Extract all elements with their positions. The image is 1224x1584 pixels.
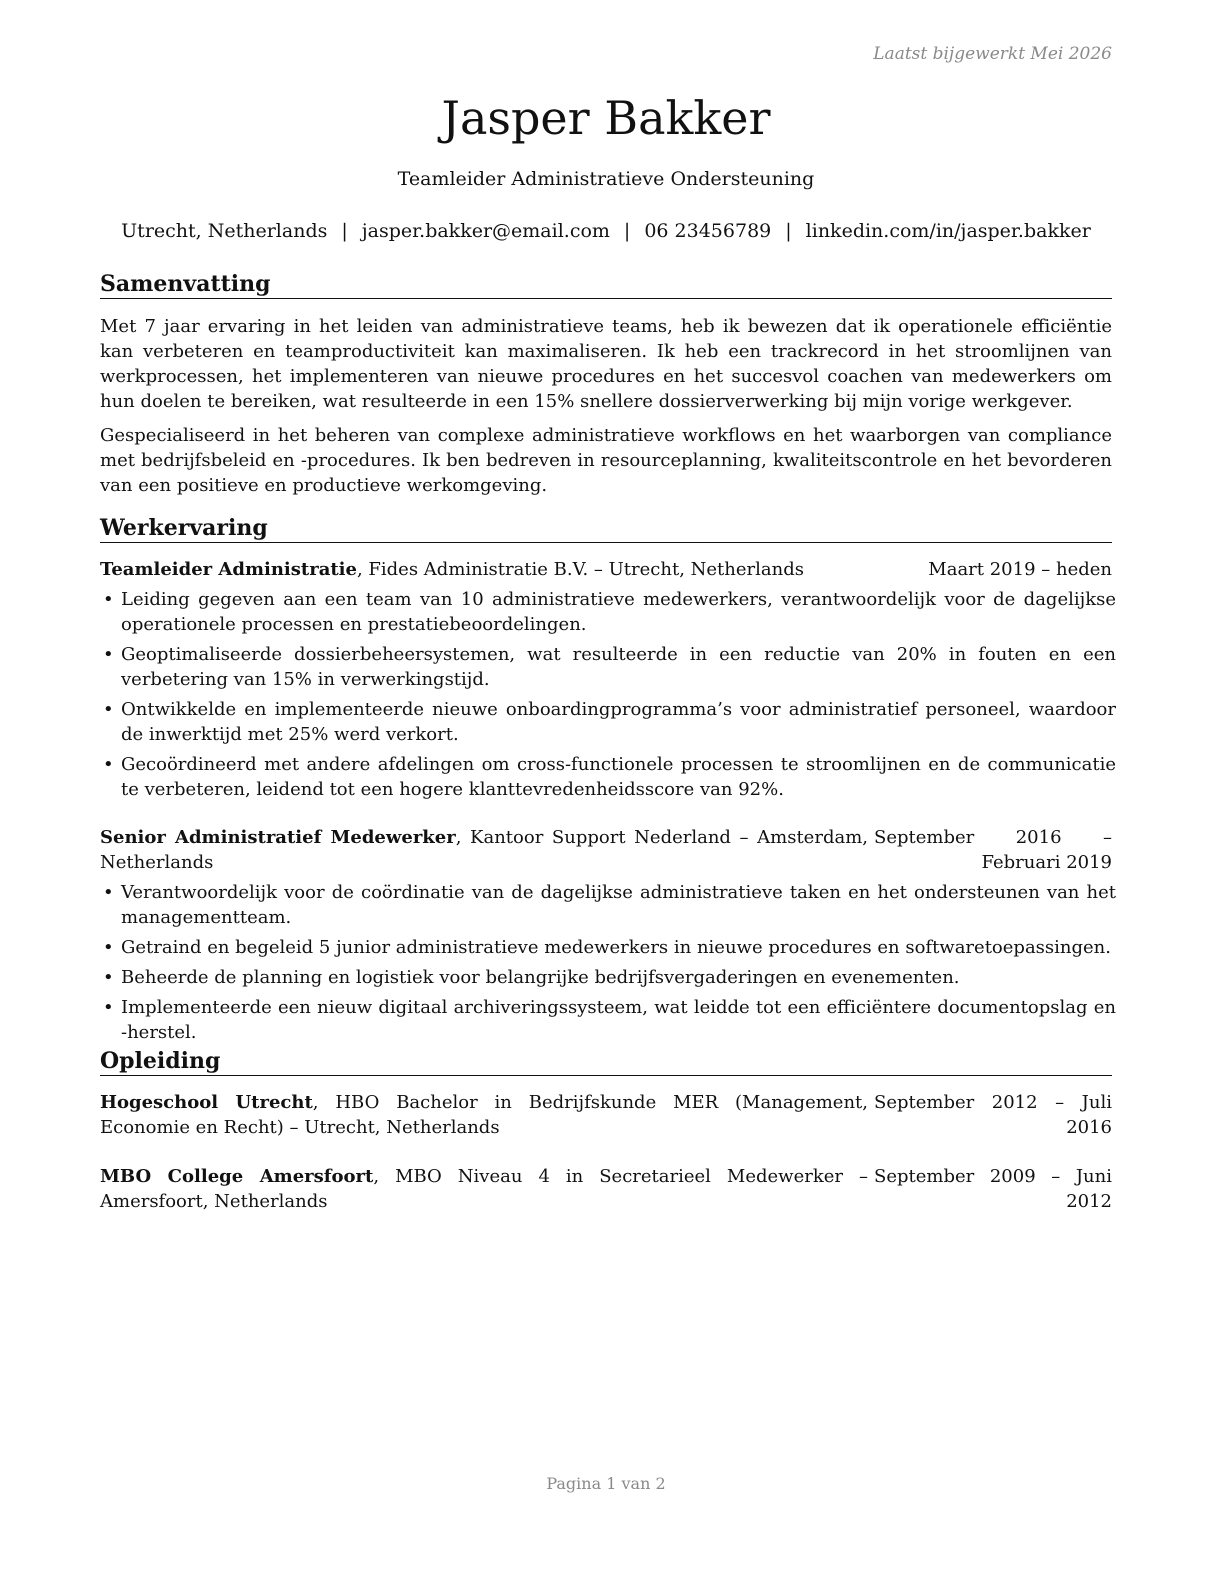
- page-number: Pagina 1 van 2: [546, 1474, 666, 1493]
- school-name: MBO College Amersfoort: [100, 1166, 374, 1187]
- contact-separator: |: [623, 220, 631, 242]
- job-header: [100, 557, 1112, 582]
- resume-page: [100, 0, 1116, 1584]
- summary-paragraph: Met 7 jaar ervaring in het leiden van administratieve teams, heb ik bewezen dat ik operationele efficiëntie kan verbeteren en teamproductiviteit kan maximaliseren. Ik heb een trackrecord in het stroomlijnen van werkprocessen, het implementeren van nieuwe procedures en het succesvol coachen van medewerkers om hun doelen te bereiken, wat resulteerde in een 15% snellere dossierverwerking bij mijn vorige werkgever.: [100, 316, 1112, 412]
- section-heading-experience: Werkervaring: [100, 514, 1112, 543]
- bullet-icon: •: [103, 967, 114, 988]
- education-detail: , HBO Bachelor in Bedrijfskunde MER (Management, Economie en Recht) – Utrecht, Netherlands: [100, 1092, 868, 1138]
- school-name: Hogeschool Utrecht: [100, 1092, 313, 1113]
- section-heading-education: Opleiding: [100, 1047, 1112, 1076]
- list-item: • Geoptimaliseerde dossierbeheersystemen, wat resulteerde in een reductie van 20% in fouten en een verbetering van 15% in verwerkingstijd.: [103, 644, 1116, 690]
- job-bullet-list: [100, 587, 1116, 807]
- bullet-icon: •: [103, 699, 114, 720]
- bullet-icon: •: [103, 644, 114, 665]
- contact-linkedin[interactable]: linkedin.com/in/jasper.bakker: [805, 220, 1091, 242]
- list-item: • Getraind en begeleid 5 junior administratieve medewerkers in nieuwe procedures en softwaretoepassingen.: [103, 937, 1111, 958]
- contact-location: Utrecht, Netherlands: [121, 220, 328, 242]
- contact-separator: |: [341, 220, 348, 242]
- bullet-icon: •: [103, 937, 114, 958]
- education-entry: [100, 1164, 1112, 1214]
- section-heading-summary: Samenvatting: [100, 270, 1112, 299]
- list-item: • Implementeerde een nieuw digitaal archiveringssysteem, wat leidde tot een efficiëntere documentopslag en -herstel.: [103, 997, 1116, 1043]
- job-dates: Maart 2019 – heden: [928, 559, 1112, 580]
- bullet-icon: •: [103, 589, 114, 610]
- education-dates: September 2009 – Juni 2012: [874, 1166, 1112, 1212]
- contact-phone: 06 23456789: [644, 220, 772, 242]
- education-detail: , MBO Niveau 4 in Secretarieel Medewerker – Amersfoort, Netherlands: [100, 1166, 868, 1212]
- job-role: Senior Administratief Medewerker: [100, 827, 456, 848]
- job-role: Teamleider Administratie: [100, 559, 357, 580]
- list-item: • Leiding gegeven aan een team van 10 administratieve medewerkers, verantwoordelijk voor de dagelijkse operationele processen en prestatiebeoordelingen.: [103, 589, 1116, 635]
- job-company: , Fides Administratie B.V. – Utrecht, Netherlands: [356, 559, 804, 580]
- bullet-icon: •: [103, 882, 114, 903]
- job-header: [100, 825, 1112, 875]
- summary-paragraph: Gespecialiseerd in het beheren van complexe administratieve workflows en het waarborgen van compliance met bedrijfsbeleid en -procedures. Ik ben bedreven in resourceplanning, kwaliteitscontrole en het bevorderen van een positieve en productieve werkomgeving.: [100, 425, 1112, 496]
- list-item: • Ontwikkelde en implementeerde nieuwe onboardingprogramma’s voor administratief personeel, waardoor de inwerktijd met 25% werd verkort.: [103, 699, 1116, 745]
- bullet-icon: •: [103, 997, 114, 1018]
- list-item: • Beheerde de planning en logistiek voor belangrijke bedrijfsvergaderingen en evenementen.: [103, 967, 960, 988]
- job-bullet-list: [100, 880, 1116, 1050]
- job-dates: September 2016 – Februari 2019: [874, 827, 1112, 873]
- list-item: • Verantwoordelijk voor de coördinatie van de dagelijkse administratieve taken en het ondersteunen van het managementteam.: [103, 882, 1116, 928]
- last-updated: Laatst bijgewerkt Mei 2026: [873, 44, 1112, 64]
- candidate-name: Jasper Bakker: [441, 91, 771, 145]
- contact-email[interactable]: jasper.bakker@email.com: [361, 220, 610, 242]
- contact-separator: |: [785, 220, 792, 242]
- education-dates: September 2012 – Juli 2016: [874, 1092, 1112, 1138]
- job-title: Teamleider Administratieve Ondersteuning: [397, 168, 815, 190]
- job-company: , Kantoor Support Nederland – Amsterdam, Netherlands: [100, 827, 868, 873]
- contact-line: [100, 219, 1112, 243]
- list-item: • Gecoördineerd met andere afdelingen om cross-functionele processen te stroomlijnen en de communicatie te verbeteren, leidend tot een hogere klanttevredenheidsscore van 92%.: [103, 754, 1116, 800]
- education-entry: [100, 1090, 1112, 1140]
- bullet-icon: •: [103, 754, 114, 775]
